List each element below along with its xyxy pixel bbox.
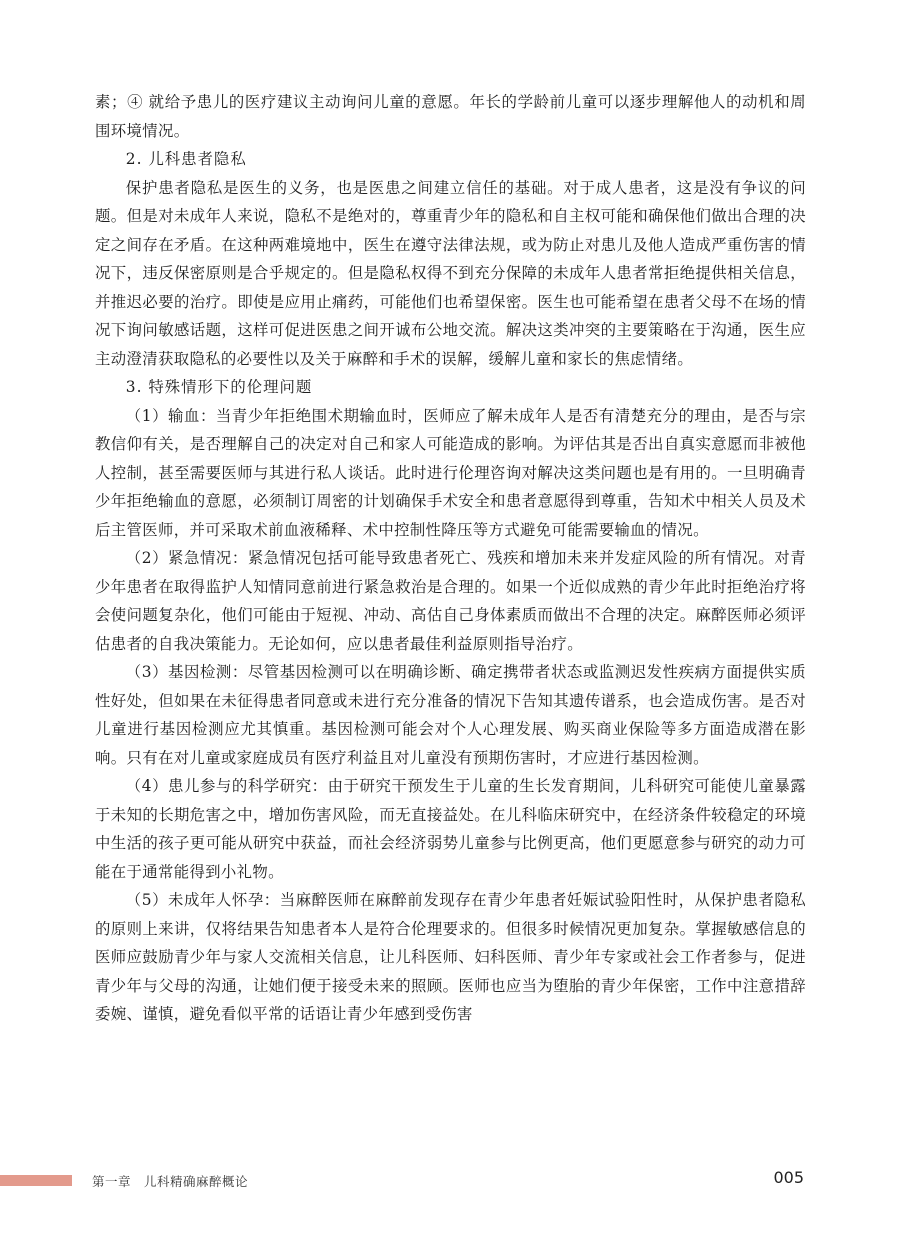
item-research: （4）患儿参与的科学研究：由于研究干预发生于儿童的生长发育期间，儿科研究可能使儿童暴露于未知的长期危害之中，增加伤害风险，而无直接益处。在儿科临床研究中，在经济条件较稳定的环境中生活的孩子更可能从研究中获益，而社会经济弱势儿童参与比例更高，他们更愿意参与研究的动力可能在于通常能得到小礼物。 <box>95 777 806 881</box>
item-blood-transfusion: （1）输血：当青少年拒绝围术期输血时，医师应了解未成年人是否有清楚充分的理由，是否与宗教信仰有关，是否理解自己的决定对自己和家人可能造成的影响。为评估其是否出自真实意愿而非被他人控制，甚至需要医师与其进行私人谈话。此时进行伦理咨询对解决这类问题也是有用的。一旦明确青少年拒绝输血的意愿，必须制订周密的计划确保手术安全和患者意愿得到尊重，告知术中相关人员及术后主管医师，并可采取术前血液稀释、术中控制性降压等方式避免可能需要输血的情况。 <box>95 406 806 539</box>
footer-chapter-label: 第一章 儿科精确麻醉概论 <box>92 1174 249 1189</box>
item-minor-pregnancy: （5）未成年人怀孕：当麻醉医师在麻醉前发现存在青少年患者妊娠试验阳性时，从保护患者隐私的原则上来讲，仅将结果告知患者本人是符合伦理要求的。但很多时候情况更加复杂。掌握敏感信息的医师应鼓励青少年与家人交流相关信息，让儿科医师、妇科医师、青少年专家或社会工作者参与，促进青少年与父母的沟通，让她们便于接受未来的照顾。医师也应当为堕胎的青少年保密，工作中注意措辞委婉、谨慎，避免看似平常的话语让青少年感到受伤害 <box>95 891 806 1023</box>
page-body <box>95 88 806 1029</box>
section-heading-privacy: 2. 儿科患者隐私 <box>125 150 247 168</box>
item-emergency: （2）紧急情况：紧急情况包括可能导致患者死亡、残疾和增加未来并发症风险的所有情况。对青少年患者在取得监护人知情同意前进行紧急救治是合理的。如果一个近似成熟的青少年此时拒绝治疗将会使问题复杂化，他们可能由于短视、冲动、高估自己身体素质而做出不合理的决定。麻醉医师必须评估患者的自我决策能力。无论如何，应以患者最佳利益原则指导治疗。 <box>95 549 806 653</box>
page-number: 005 <box>773 1168 804 1187</box>
continuation-paragraph: 素；④ 就给予患儿的医疗建议主动询问儿童的意愿。年长的学龄前儿童可以逐步理解他人的动机和周围环境情况。 <box>95 93 806 140</box>
footer-accent-bar <box>0 1175 72 1186</box>
privacy-paragraph: 保护患者隐私是医生的义务，也是医患之间建立信任的基础。对于成人患者，这是没有争议的问题。但是对未成年人来说，隐私不是绝对的，尊重青少年的隐私和自主权可能和确保他们做出合理的决定之间存在矛盾。在这种两难境地中，医生在遵守法律法规，或为防止对患儿及他人造成严重伤害的情况下，违反保密原则是合乎规定的。但是隐私权得不到充分保障的未成年人患者常拒绝提供相关信息，并推迟必要的治疗。即使是应用止痛药，可能他们也希望保密。医生也可能希望在患者父母不在场的情况下询问敏感话题，这样可促进医患之间开诚布公地交流。解决这类冲突的主要策略在于沟通，医生应主动澄清获取隐私的必要性以及关于麻醉和手术的误解，缓解儿童和家长的焦虑情绪。 <box>95 178 806 368</box>
section-heading-special-cases: 3. 特殊情形下的伦理问题 <box>125 378 313 396</box>
item-genetic-testing: （3）基因检测：尽管基因检测可以在明确诊断、确定携带者状态或监测迟发性疾病方面提供实质性好处，但如果在未征得患者同意或未进行充分准备的情况下告知其遗传谱系，也会造成伤害。是否对儿童进行基因检测应尤其慎重。基因检测可能会对个人心理发展、购买商业保险等多方面造成潜在影响。只有在对儿童或家庭成员有医疗利益且对儿童没有预期伤害时，才应进行基因检测。 <box>95 663 806 767</box>
